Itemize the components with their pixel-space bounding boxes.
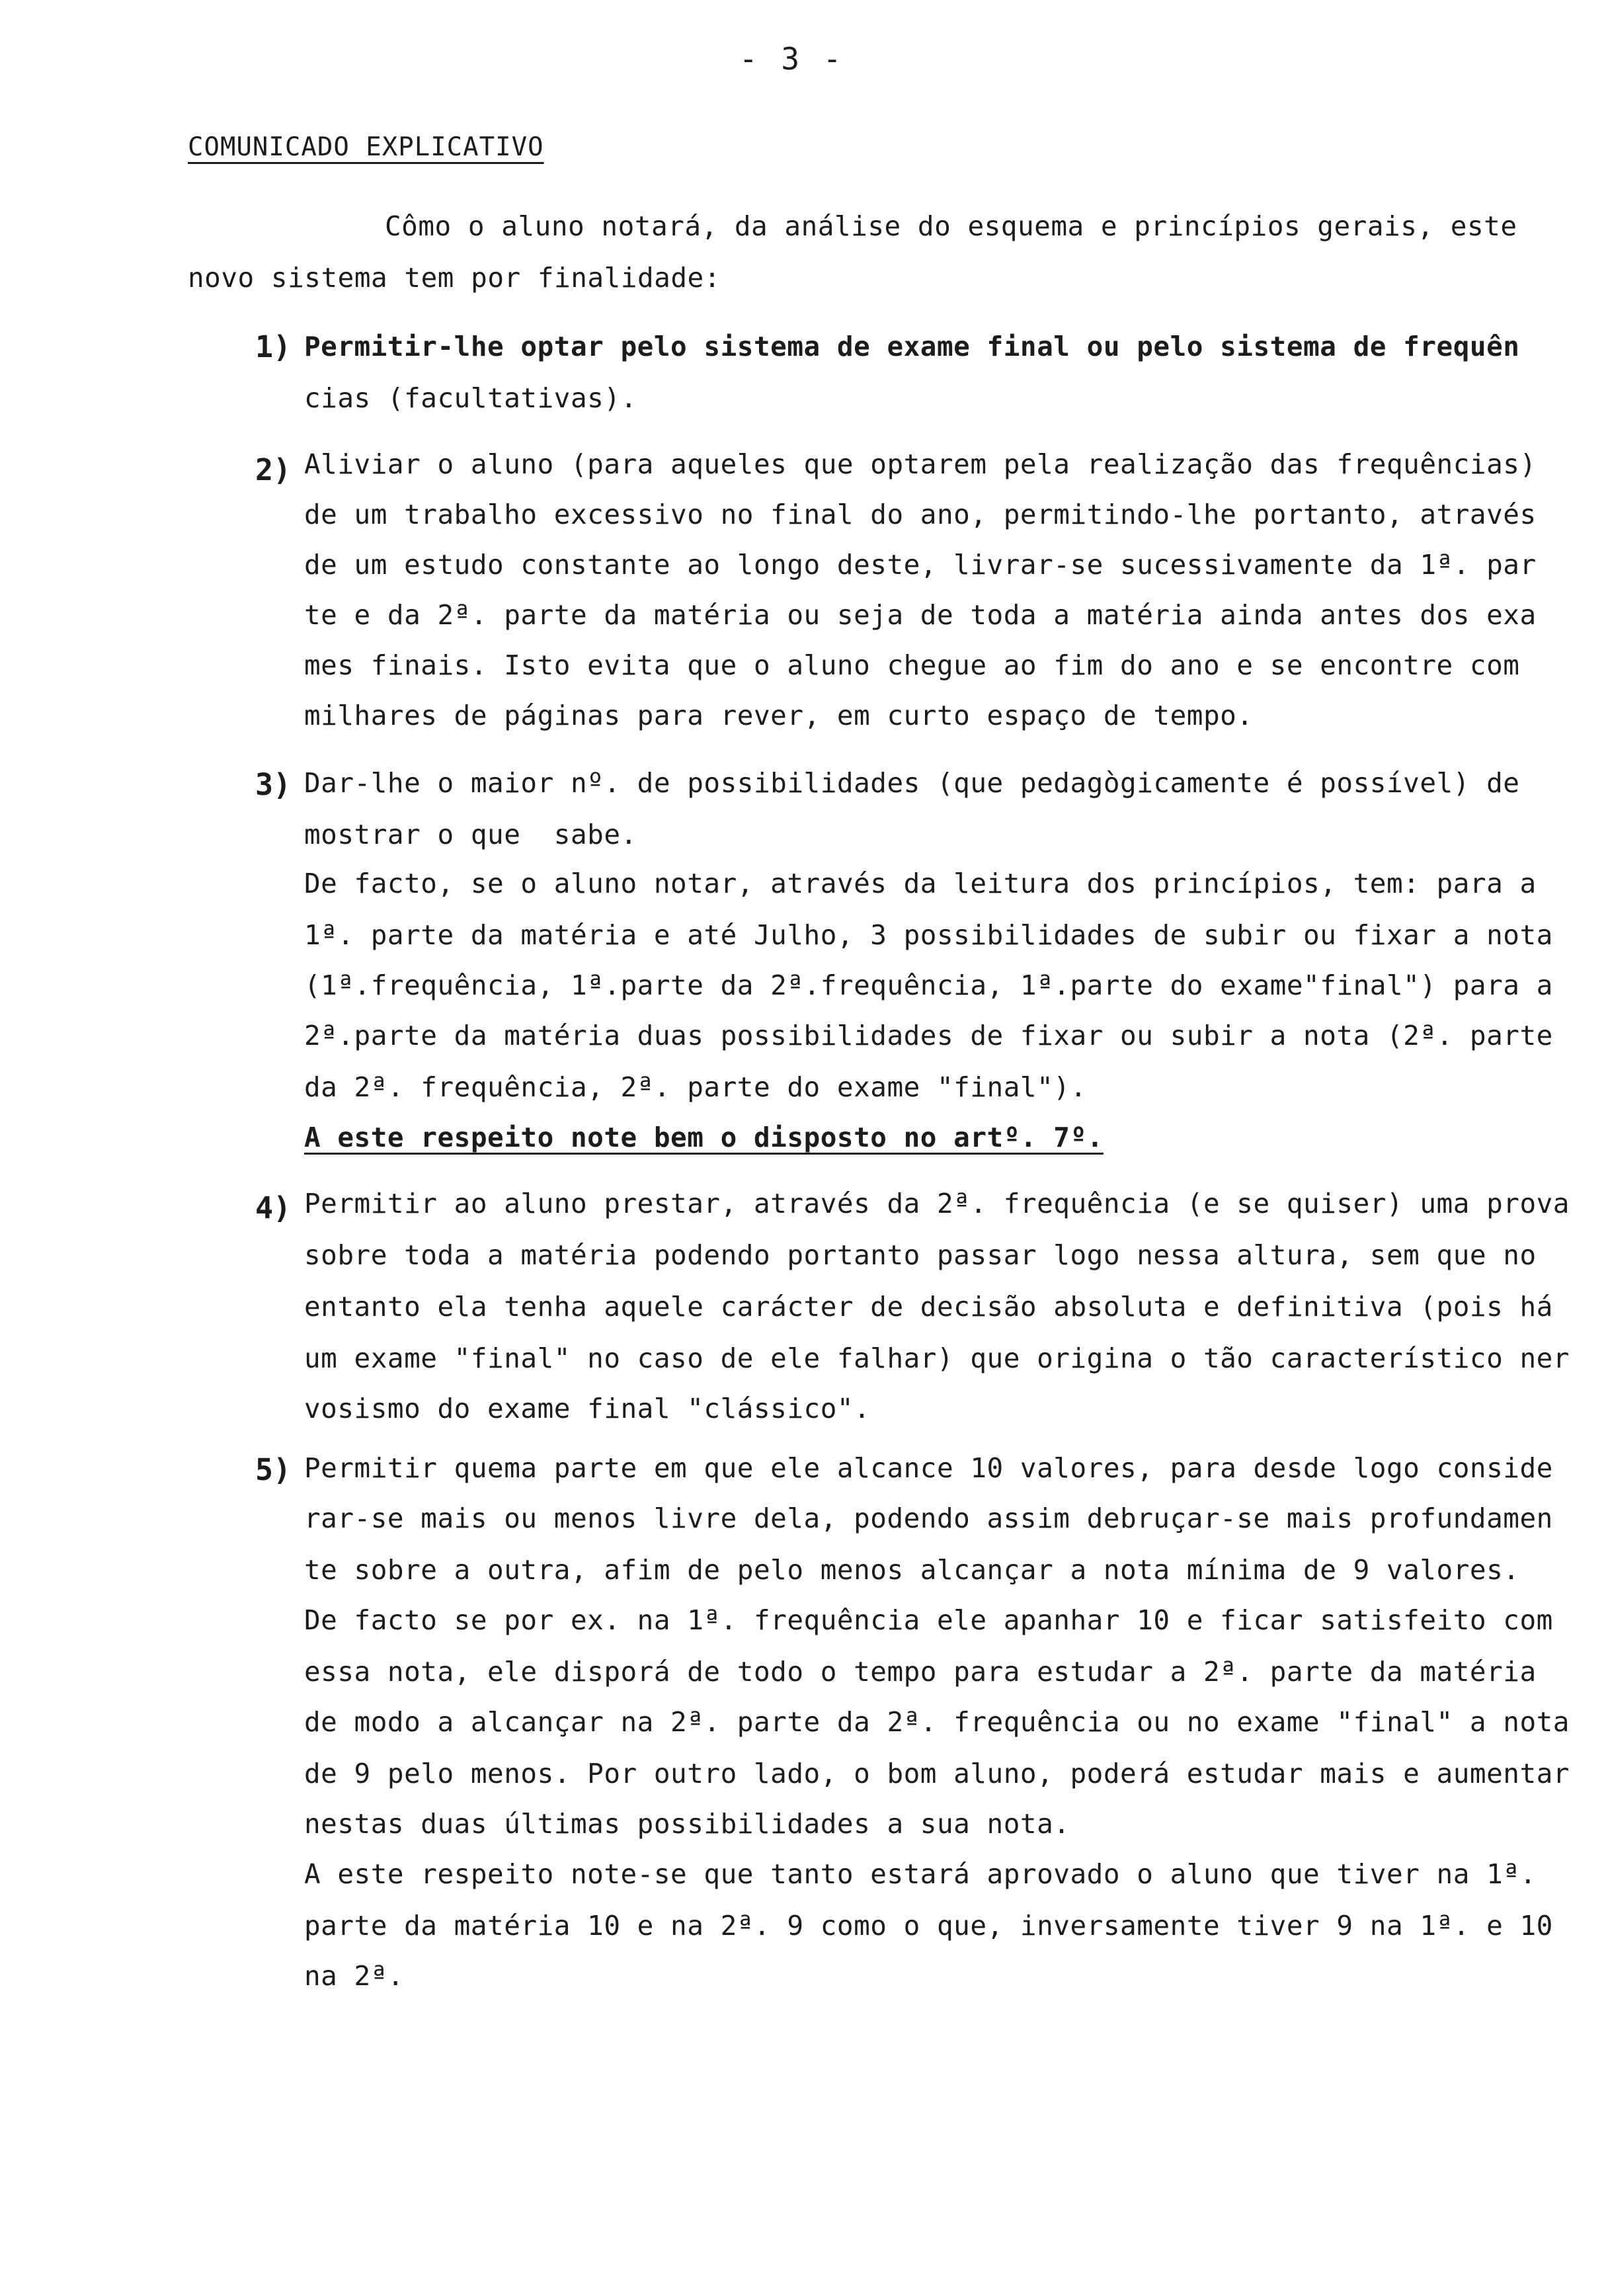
- item-line: A este respeito note-se que tanto estará aprovado o aluno que tiver na 1ª.: [304, 1858, 1537, 1890]
- item-line: um exame "final" no caso de ele falhar) que origina o tão característico ner: [304, 1342, 1570, 1374]
- item-line: nestas duas últimas possibilidades a sua nota.: [304, 1808, 1070, 1840]
- item-line: 1ª. parte da matéria e até Julho, 3 possibilidades de subir ou fixar a nota: [304, 919, 1553, 951]
- item-line: entanto ela tenha aquele carácter de decisão absoluta e definitiva (pois há: [304, 1291, 1553, 1323]
- document-title: COMUNICADO EXPLICATIVO: [188, 132, 544, 162]
- item-number: 3): [255, 767, 292, 802]
- item-line: da 2ª. frequência, 2ª. parte do exame "final").: [304, 1071, 1087, 1103]
- page-number: - 3 -: [739, 41, 844, 77]
- item-number: 1): [255, 329, 292, 364]
- item-line: Permitir ao aluno prestar, através da 2ª. frequência (e se quiser) uma prova: [304, 1188, 1570, 1219]
- item-line: Permitir-lhe optar pelo sistema de exame final ou pelo sistema de frequên: [304, 331, 1520, 362]
- item-line: na 2ª.: [304, 1960, 405, 1992]
- item-line: milhares de páginas para rever, em curto espaço de tempo.: [304, 700, 1254, 731]
- item-line: rar-se mais ou menos livre dela, podendo assim debruçar-se mais profundamen: [304, 1502, 1553, 1534]
- item-line: mes finais. Isto evita que o aluno chegue ao fim do ano e se encontre com: [304, 649, 1520, 681]
- item-line-underlined: A este respeito note bem o disposto no artº. 7º.: [304, 1122, 1104, 1153]
- item-number: 5): [255, 1452, 292, 1487]
- item-line: sobre toda a matéria podendo portanto passar logo nessa altura, sem que no: [304, 1239, 1537, 1271]
- item-line: te sobre a outra, afim de pelo menos alcançar a nota mínima de 9 valores.: [304, 1554, 1520, 1586]
- intro-line: Cômo o aluno notará, da análise do esquema e princípios gerais, este: [385, 210, 1517, 242]
- item-line: de 9 pelo menos. Por outro lado, o bom aluno, poderá estudar mais e aumentar: [304, 1758, 1570, 1789]
- item-line: 2ª.parte da matéria duas possibilidades de fixar ou subir a nota (2ª. parte: [304, 1020, 1553, 1051]
- item-line: parte da matéria 10 e na 2ª. 9 como o que, inversamente tiver 9 na 1ª. e 10: [304, 1910, 1553, 1942]
- intro-line: novo sistema tem por finalidade:: [188, 262, 721, 294]
- item-number: 2): [255, 452, 292, 487]
- item-line: (1ª.frequência, 1ª.parte da 2ª.frequência, 1ª.parte do exame"final") para a: [304, 969, 1553, 1001]
- item-line: de um estudo constante ao longo deste, livrar-se sucessivamente da 1ª. par: [304, 549, 1537, 581]
- item-line: De facto se por ex. na 1ª. frequência ele apanhar 10 e ficar satisfeito com: [304, 1604, 1553, 1636]
- item-line: essa nota, ele disporá de todo o tempo para estudar a 2ª. parte da matéria: [304, 1656, 1537, 1688]
- item-line: de modo a alcançar na 2ª. parte da 2ª. frequência ou no exame "final" a nota: [304, 1706, 1570, 1738]
- item-line: mostrar o que sabe.: [304, 819, 637, 850]
- item-line: de um trabalho excessivo no final do ano, permitindo-lhe portanto, através: [304, 499, 1537, 530]
- item-line: te e da 2ª. parte da matéria ou seja de toda a matéria ainda antes dos exa: [304, 599, 1537, 631]
- item-line: Aliviar o aluno (para aqueles que optarem pela realização das frequências): [304, 448, 1537, 480]
- item-line: cias (facultativas).: [304, 382, 637, 414]
- item-number: 4): [255, 1190, 292, 1225]
- item-line: vosismo do exame final "clássico".: [304, 1393, 871, 1424]
- item-line: De facto, se o aluno notar, através da leitura dos princípios, tem: para a: [304, 868, 1537, 899]
- item-line: Permitir quema parte em que ele alcance 10 valores, para desde logo conside: [304, 1452, 1553, 1484]
- item-line: Dar-lhe o maior nº. de possibilidades (que pedagògicamente é possível) de: [304, 767, 1520, 799]
